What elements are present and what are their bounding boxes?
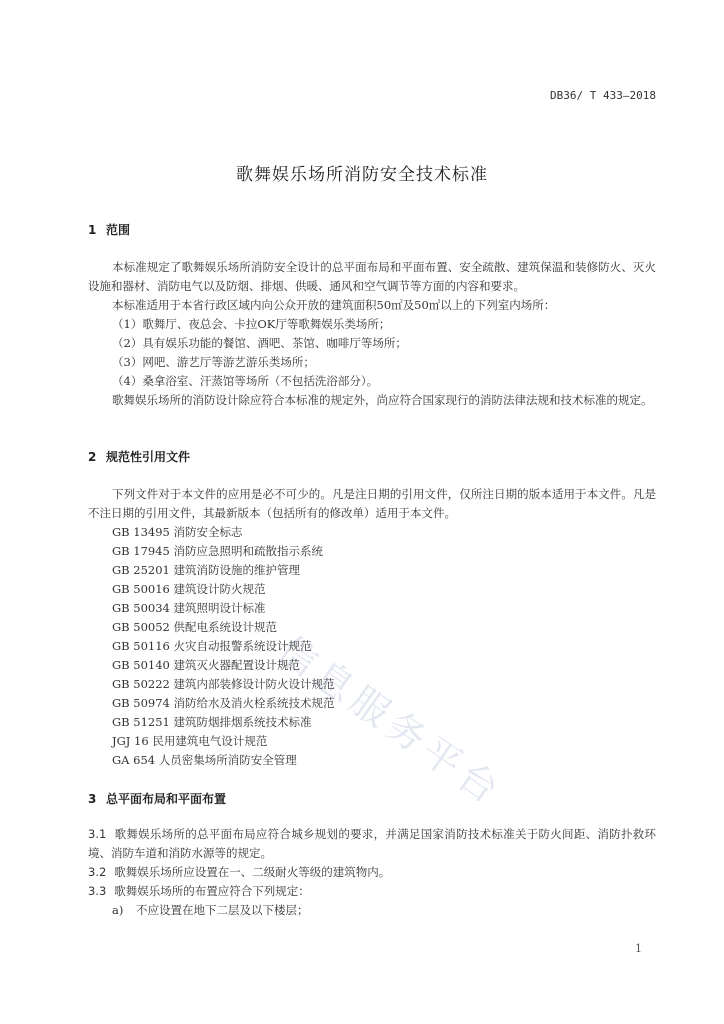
document-code: DB36/ T 433—2018 bbox=[550, 89, 656, 102]
reference-item: JGJ 16 民用建筑电气设计规范 bbox=[112, 734, 268, 748]
list-item: （2）具有娱乐功能的餐馆、酒吧、茶馆、咖啡厅等场所； bbox=[112, 336, 407, 350]
reference-item: GB 50116 火灾自动报警系统设计规范 bbox=[112, 639, 312, 653]
list-item: （1）歌舞厅、夜总会、卡拉OK厅等歌舞娱乐类场所； bbox=[112, 317, 391, 331]
clause-number: 3.3 bbox=[88, 884, 107, 898]
reference-item: GB 51251 建筑防烟排烟系统技术标准 bbox=[112, 715, 312, 729]
clause-text: 歌舞娱乐场所应设置在一、二级耐火等级的建筑物内。 bbox=[114, 865, 391, 879]
section-number: 1 bbox=[88, 223, 97, 237]
list-item: （4）桑拿浴室、汗蒸馆等场所（不包括洗浴部分）。 bbox=[112, 374, 379, 388]
section-number: 2 bbox=[88, 450, 97, 464]
page-number: 1 bbox=[635, 942, 642, 955]
reference-item: GB 25201 建筑消防设施的维护管理 bbox=[112, 563, 301, 577]
section-title: 总平面布局和平面布置 bbox=[106, 792, 227, 806]
reference-item: GB 50016 建筑设计防火规范 bbox=[112, 582, 266, 596]
clause-number: 3.1 bbox=[88, 827, 107, 841]
reference-item: GB 50034 建筑照明设计标准 bbox=[112, 601, 266, 615]
reference-item: GB 50052 供配电系统设计规范 bbox=[112, 620, 278, 634]
clause-text: 歌舞娱乐场所的总平面布局应符合城乡规划的要求，并满足国家消防技术标准关于防火间距、消防扑救环境、消防车道和消防水源等的规定。 bbox=[88, 827, 656, 860]
section-3-heading bbox=[88, 790, 226, 807]
scope-paragraph-2: 本标准适用于本省行政区域内向公众开放的建筑面积50㎡及50㎡以上的下列室内场所： bbox=[112, 298, 556, 312]
references-intro-paragraph: 下列文件对于本文件的应用是必不可少的。凡是注日期的引用文件，仅所注日期的版本适用于本文件。凡是不注日期的引用文件，其最新版本（包括所有的修改单）适用于本文件。 bbox=[88, 487, 656, 520]
document-title: 歌舞娱乐场所消防安全技术标准 bbox=[236, 165, 488, 185]
reference-item: GA 654 人员密集场所消防安全管理 bbox=[112, 753, 297, 767]
section-title: 范围 bbox=[106, 223, 131, 237]
scope-paragraph-1: 本标准规定了歌舞娱乐场所消防安全设计的总平面布局和平面布置、安全疏散、建筑保温和装修防火、灭火设施和器材、消防电气以及防烟、排烟、供暖、通风和空气调节等方面的内容和要求。 bbox=[88, 260, 656, 293]
section-title: 规范性引用文件 bbox=[106, 450, 191, 464]
section-2-heading bbox=[88, 448, 190, 465]
sub-item bbox=[112, 901, 309, 920]
scope-paragraph-3: 歌舞娱乐场所的消防设计除应符合本标准的规定外，尚应符合国家现行的消防法律法规和技术标准的规定。 bbox=[112, 393, 653, 407]
clause-number: 3.2 bbox=[88, 865, 107, 879]
clause-3-1 bbox=[88, 825, 656, 863]
sub-item-text: 不应设置在地下二层及以下楼层； bbox=[136, 903, 309, 917]
section-number: 3 bbox=[88, 792, 97, 806]
clause-3-2 bbox=[88, 863, 656, 882]
clause-text: 歌舞娱乐场所的布置应符合下列规定： bbox=[114, 884, 310, 898]
reference-item: GB 50140 建筑灭火器配置设计规范 bbox=[112, 658, 301, 672]
reference-item: GB 17945 消防应急照明和疏散指示系统 bbox=[112, 544, 324, 558]
reference-item: GB 50222 建筑内部装修设计防火设计规范 bbox=[112, 677, 335, 691]
section-1-heading bbox=[88, 221, 130, 238]
list-item: （3）网吧、游艺厅等游艺游乐类场所； bbox=[112, 355, 315, 369]
sub-item-label: a) bbox=[112, 903, 124, 917]
reference-item: GB 13495 消防安全标志 bbox=[112, 525, 243, 539]
reference-item: GB 50974 消防给水及消火栓系统技术规范 bbox=[112, 696, 335, 710]
watermark: 信息服务平台 bbox=[269, 627, 512, 815]
clause-3-3 bbox=[88, 882, 656, 901]
